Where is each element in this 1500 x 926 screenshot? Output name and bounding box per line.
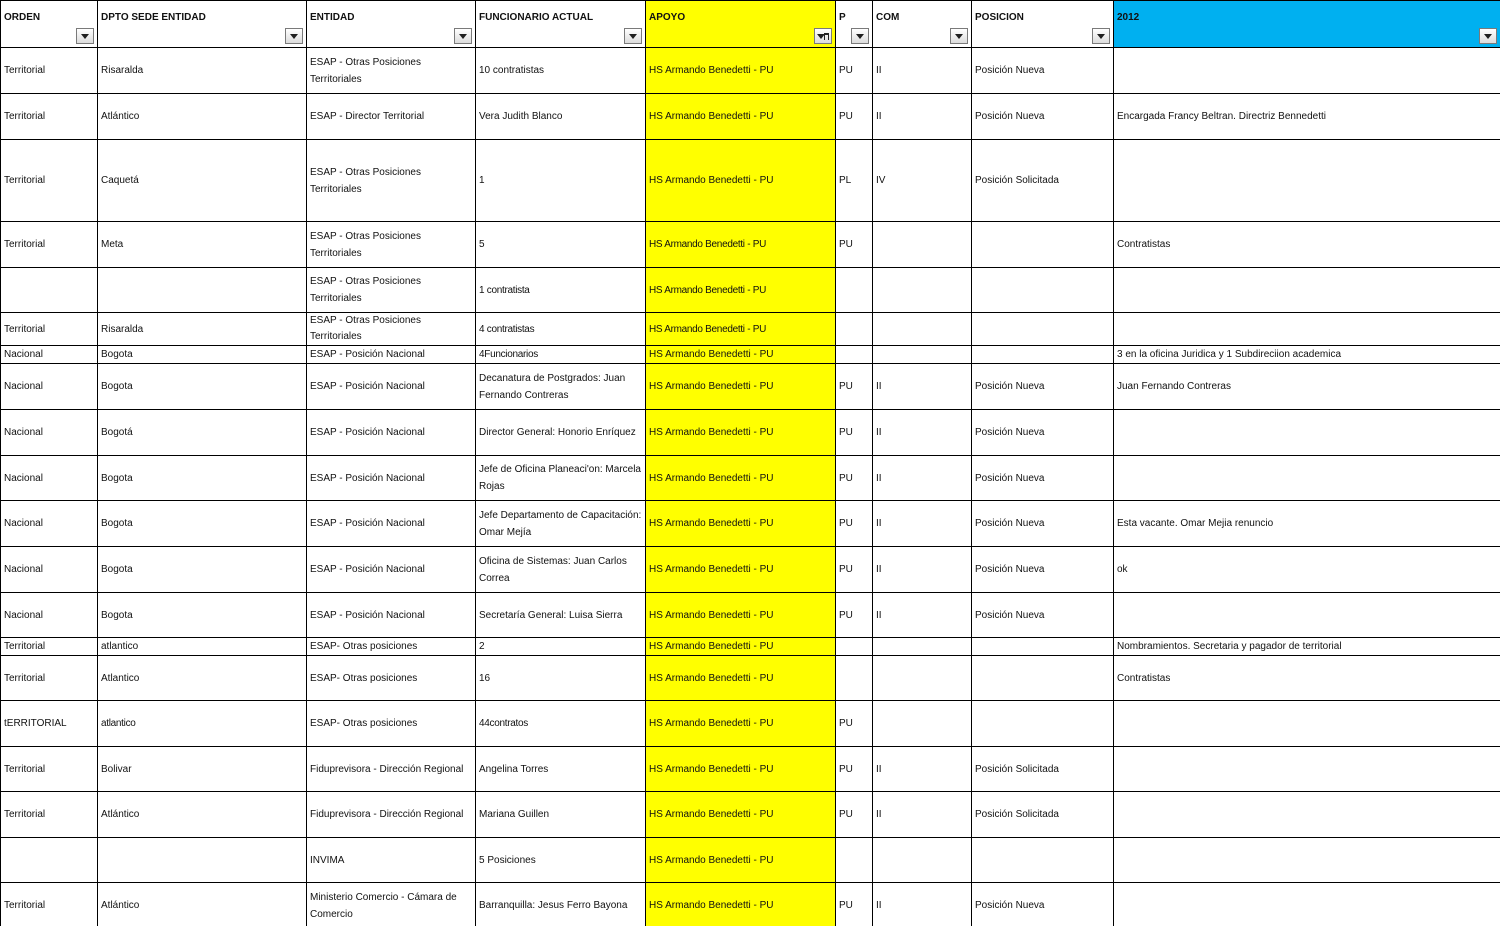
filter-dropdown-icon[interactable] bbox=[624, 28, 642, 44]
cell-com[interactable]: II bbox=[873, 501, 972, 547]
cell-orden[interactable]: Territorial bbox=[1, 313, 98, 346]
cell-posicion[interactable] bbox=[972, 701, 1114, 747]
cell-orden[interactable]: Territorial bbox=[1, 792, 98, 838]
cell-entidad[interactable]: ESAP - Otras Posiciones Territoriales bbox=[307, 48, 476, 94]
cell-orden[interactable]: Territorial bbox=[1, 883, 98, 926]
header-posicion bbox=[972, 1, 1114, 48]
cell-orden[interactable]: Nacional bbox=[1, 593, 98, 638]
header-label: FUNCIONARIO ACTUAL bbox=[479, 12, 594, 23]
header-com bbox=[873, 1, 972, 48]
cell-dpto[interactable]: Risaralda bbox=[98, 48, 307, 94]
cell-posicion[interactable]: Posición Nueva bbox=[972, 94, 1114, 140]
cell-entidad[interactable]: ESAP - Otras Posiciones Territoriales bbox=[307, 313, 476, 346]
cell-apoyo[interactable]: HS Armando Benedetti - PU bbox=[646, 48, 836, 94]
cell-com[interactable]: II bbox=[873, 48, 972, 94]
table-row bbox=[1, 656, 1500, 701]
cell-dpto[interactable]: Atlántico bbox=[98, 883, 307, 926]
cell-apoyo[interactable]: HS Armando Benedetti - PU bbox=[646, 838, 836, 883]
cell-p[interactable]: PU bbox=[836, 364, 873, 410]
cell-funcionario[interactable]: Barranquilla: Jesus Ferro Bayona bbox=[476, 883, 646, 926]
cell-com[interactable]: II bbox=[873, 883, 972, 926]
cell-dpto[interactable]: Bogota bbox=[98, 501, 307, 547]
cell-entidad[interactable]: Ministerio Comercio - Cámara de Comercio bbox=[307, 883, 476, 926]
cell-nota[interactable] bbox=[1114, 48, 1500, 94]
cell-apoyo[interactable]: HS Armando Benedetti - PU bbox=[646, 268, 836, 313]
cell-posicion[interactable]: Posición Nueva bbox=[972, 410, 1114, 456]
table-row bbox=[1, 593, 1500, 638]
cell-p[interactable]: PU bbox=[836, 222, 873, 268]
cell-posicion[interactable] bbox=[972, 838, 1114, 883]
cell-apoyo[interactable]: HS Armando Benedetti - PU bbox=[646, 547, 836, 593]
header-p bbox=[836, 1, 873, 48]
cell-posicion[interactable]: Posición Nueva bbox=[972, 501, 1114, 547]
header-entidad bbox=[307, 1, 476, 48]
cell-p[interactable]: PU bbox=[836, 501, 873, 547]
filter-dropdown-icon[interactable] bbox=[76, 28, 94, 44]
cell-p[interactable]: PU bbox=[836, 48, 873, 94]
cell-com[interactable] bbox=[873, 838, 972, 883]
cell-posicion[interactable] bbox=[972, 346, 1114, 364]
cell-entidad[interactable]: ESAP - Otras Posiciones Territoriales bbox=[307, 140, 476, 222]
cell-entidad[interactable]: ESAP - Posición Nacional bbox=[307, 410, 476, 456]
table-row bbox=[1, 48, 1500, 94]
cell-p[interactable]: PU bbox=[836, 593, 873, 638]
cell-nota[interactable] bbox=[1114, 701, 1500, 747]
filter-dropdown-icon[interactable] bbox=[454, 28, 472, 44]
cell-com[interactable] bbox=[873, 222, 972, 268]
cell-com[interactable] bbox=[873, 346, 972, 364]
cell-funcionario[interactable]: 10 contratistas bbox=[476, 48, 646, 94]
cell-nota[interactable]: Encargada Francy Beltran. Directriz Bennedetti bbox=[1114, 94, 1500, 140]
cell-com[interactable] bbox=[873, 268, 972, 313]
cell-orden[interactable]: Territorial bbox=[1, 222, 98, 268]
table-row bbox=[1, 701, 1500, 747]
cell-apoyo[interactable]: HS Armando Benedetti - PU bbox=[646, 140, 836, 222]
cell-p[interactable] bbox=[836, 638, 873, 656]
cell-funcionario[interactable]: Angelina Torres bbox=[476, 747, 646, 792]
cell-orden[interactable]: Territorial bbox=[1, 48, 98, 94]
cell-funcionario[interactable]: Director General: Honorio Enríquez bbox=[476, 410, 646, 456]
cell-entidad[interactable]: ESAP - Posición Nacional bbox=[307, 501, 476, 547]
cell-p[interactable]: PU bbox=[836, 883, 873, 926]
cell-orden[interactable]: Territorial bbox=[1, 94, 98, 140]
cell-dpto[interactable]: Risaralda bbox=[98, 313, 307, 346]
cell-orden[interactable]: Territorial bbox=[1, 638, 98, 656]
cell-apoyo[interactable]: HS Armando Benedetti - PU bbox=[646, 501, 836, 547]
table-row bbox=[1, 456, 1500, 501]
filter-dropdown-icon[interactable] bbox=[1479, 28, 1497, 44]
cell-dpto[interactable]: Bolivar bbox=[98, 747, 307, 792]
cell-nota[interactable] bbox=[1114, 593, 1500, 638]
cell-posicion[interactable] bbox=[972, 222, 1114, 268]
cell-dpto[interactable]: Bogota bbox=[98, 456, 307, 501]
header-label: ENTIDAD bbox=[310, 12, 355, 23]
cell-dpto[interactable]: atlantico bbox=[98, 638, 307, 656]
cell-dpto[interactable]: Meta bbox=[98, 222, 307, 268]
cell-com[interactable]: II bbox=[873, 94, 972, 140]
table-row bbox=[1, 792, 1500, 838]
table-row bbox=[1, 838, 1500, 883]
cell-dpto[interactable]: Bogota bbox=[98, 593, 307, 638]
cell-entidad[interactable]: ESAP - Posición Nacional bbox=[307, 547, 476, 593]
cell-apoyo[interactable]: HS Armando Benedetti - PU bbox=[646, 94, 836, 140]
cell-nota[interactable] bbox=[1114, 410, 1500, 456]
cell-com[interactable] bbox=[873, 656, 972, 701]
cell-entidad[interactable]: ESAP - Posición Nacional bbox=[307, 346, 476, 364]
header-label: ORDEN bbox=[4, 12, 41, 23]
cell-dpto[interactable]: Bogotá bbox=[98, 410, 307, 456]
header-label: POSICION bbox=[975, 12, 1024, 23]
cell-com[interactable]: II bbox=[873, 364, 972, 410]
cell-funcionario[interactable]: Secretaría General: Luisa Sierra bbox=[476, 593, 646, 638]
cell-apoyo[interactable]: HS Armando Benedetti - PU bbox=[646, 313, 836, 346]
cell-nota[interactable]: Esta vacante. Omar Mejia renuncio bbox=[1114, 501, 1500, 547]
cell-nota[interactable]: Contratistas bbox=[1114, 656, 1500, 701]
cell-com[interactable]: IV bbox=[873, 140, 972, 222]
cell-orden[interactable]: Nacional bbox=[1, 547, 98, 593]
cell-posicion[interactable] bbox=[972, 638, 1114, 656]
cell-orden[interactable]: Nacional bbox=[1, 364, 98, 410]
cell-nota[interactable] bbox=[1114, 268, 1500, 313]
cell-com[interactable]: II bbox=[873, 792, 972, 838]
cell-entidad[interactable]: ESAP - Posición Nacional bbox=[307, 456, 476, 501]
cell-p[interactable] bbox=[836, 838, 873, 883]
table-row bbox=[1, 140, 1500, 222]
cell-posicion[interactable]: Posición Nueva bbox=[972, 593, 1114, 638]
cell-entidad[interactable]: Fiduprevisora - Dirección Regional bbox=[307, 792, 476, 838]
table-row bbox=[1, 410, 1500, 456]
cell-p[interactable]: PU bbox=[836, 456, 873, 501]
cell-com[interactable]: II bbox=[873, 747, 972, 792]
cell-posicion[interactable] bbox=[972, 656, 1114, 701]
cell-orden[interactable]: Nacional bbox=[1, 456, 98, 501]
cell-funcionario[interactable]: 4 contratistas bbox=[476, 313, 646, 346]
table-row bbox=[1, 222, 1500, 268]
cell-posicion[interactable] bbox=[972, 313, 1114, 346]
header-funcionario bbox=[476, 1, 646, 48]
cell-nota[interactable]: Contratistas bbox=[1114, 222, 1500, 268]
cell-orden[interactable] bbox=[1, 838, 98, 883]
table-row bbox=[1, 346, 1500, 364]
cell-posicion[interactable]: Posición Nueva bbox=[972, 456, 1114, 501]
cell-nota[interactable]: ok bbox=[1114, 547, 1500, 593]
cell-posicion[interactable]: Posición Nueva bbox=[972, 364, 1114, 410]
table-row bbox=[1, 638, 1500, 656]
cell-entidad[interactable]: ESAP- Otras posiciones bbox=[307, 656, 476, 701]
cell-funcionario[interactable]: Jefe de Oficina Planeaci'on: Marcela Rojas bbox=[476, 456, 646, 501]
cell-orden[interactable] bbox=[1, 268, 98, 313]
header-year bbox=[1114, 1, 1500, 48]
cell-p[interactable] bbox=[836, 268, 873, 313]
cell-dpto[interactable]: Bogota bbox=[98, 346, 307, 364]
cell-dpto[interactable]: Atlántico bbox=[98, 792, 307, 838]
cell-funcionario[interactable]: 16 bbox=[476, 656, 646, 701]
cell-funcionario[interactable]: Vera Judith Blanco bbox=[476, 94, 646, 140]
cell-entidad[interactable]: ESAP - Posición Nacional bbox=[307, 364, 476, 410]
cell-p[interactable] bbox=[836, 313, 873, 346]
cell-apoyo[interactable]: HS Armando Benedetti - PU bbox=[646, 792, 836, 838]
cell-apoyo[interactable]: HS Armando Benedetti - PU bbox=[646, 747, 836, 792]
cell-apoyo[interactable]: HS Armando Benedetti - PU bbox=[646, 364, 836, 410]
table-row bbox=[1, 364, 1500, 410]
cell-dpto[interactable] bbox=[98, 838, 307, 883]
cell-funcionario[interactable]: Decanatura de Postgrados: Juan Fernando Contreras bbox=[476, 364, 646, 410]
header-dpto bbox=[98, 1, 307, 48]
cell-entidad[interactable]: ESAP - Otras Posiciones Territoriales bbox=[307, 268, 476, 313]
cell-apoyo[interactable]: HS Armando Benedetti - PU bbox=[646, 656, 836, 701]
cell-p[interactable] bbox=[836, 346, 873, 364]
cell-orden[interactable]: tERRITORIAL bbox=[1, 701, 98, 747]
cell-entidad[interactable]: ESAP - Director Territorial bbox=[307, 94, 476, 140]
cell-funcionario[interactable]: 5 bbox=[476, 222, 646, 268]
cell-orden[interactable]: Nacional bbox=[1, 501, 98, 547]
cell-apoyo[interactable]: HS Armando Benedetti - PU bbox=[646, 410, 836, 456]
cell-posicion[interactable]: Posición Solicitada bbox=[972, 140, 1114, 222]
table-row bbox=[1, 747, 1500, 792]
cell-com[interactable] bbox=[873, 638, 972, 656]
cell-funcionario[interactable]: Jefe Departamento de Capacitación: Omar Mejía bbox=[476, 501, 646, 547]
cell-apoyo[interactable]: HS Armando Benedetti - PU bbox=[646, 701, 836, 747]
cell-nota[interactable]: Juan Fernando Contreras bbox=[1114, 364, 1500, 410]
cell-entidad[interactable]: INVIMA bbox=[307, 838, 476, 883]
filter-dropdown-icon[interactable] bbox=[950, 28, 968, 44]
cell-dpto[interactable]: Atlantico bbox=[98, 656, 307, 701]
cell-orden[interactable]: Nacional bbox=[1, 346, 98, 364]
cell-nota[interactable] bbox=[1114, 747, 1500, 792]
cell-p[interactable]: PU bbox=[836, 410, 873, 456]
cell-nota[interactable]: Nombramientos. Secretaria y pagador de territorial bbox=[1114, 638, 1500, 656]
cell-dpto[interactable] bbox=[98, 268, 307, 313]
cell-nota[interactable] bbox=[1114, 792, 1500, 838]
cell-funcionario[interactable]: 5 Posiciones bbox=[476, 838, 646, 883]
cell-funcionario[interactable]: 44contratos bbox=[476, 701, 646, 747]
cell-nota[interactable] bbox=[1114, 313, 1500, 346]
header-label: COM bbox=[876, 12, 900, 23]
cell-p[interactable]: PU bbox=[836, 747, 873, 792]
cell-orden[interactable]: Nacional bbox=[1, 410, 98, 456]
filter-dropdown-icon[interactable] bbox=[1092, 28, 1110, 44]
cell-entidad[interactable]: ESAP- Otras posiciones bbox=[307, 701, 476, 747]
cell-nota[interactable] bbox=[1114, 838, 1500, 883]
cell-p[interactable]: PU bbox=[836, 94, 873, 140]
cell-entidad[interactable]: ESAP - Otras Posiciones Territoriales bbox=[307, 222, 476, 268]
cell-p[interactable] bbox=[836, 656, 873, 701]
cell-entidad[interactable]: ESAP - Posición Nacional bbox=[307, 593, 476, 638]
cell-apoyo[interactable]: HS Armando Benedetti - PU bbox=[646, 346, 836, 364]
table-row bbox=[1, 268, 1500, 313]
active-filter-icon[interactable] bbox=[814, 28, 832, 44]
table-row bbox=[1, 883, 1500, 926]
cell-dpto[interactable]: atlantico bbox=[98, 701, 307, 747]
cell-nota[interactable] bbox=[1114, 883, 1500, 926]
cell-funcionario[interactable]: Mariana Guillen bbox=[476, 792, 646, 838]
cell-entidad[interactable]: ESAP- Otras posiciones bbox=[307, 638, 476, 656]
cell-posicion[interactable]: Posición Solicitada bbox=[972, 747, 1114, 792]
cell-com[interactable] bbox=[873, 313, 972, 346]
cell-orden[interactable]: Territorial bbox=[1, 656, 98, 701]
table-row bbox=[1, 94, 1500, 140]
cell-p[interactable]: PU bbox=[836, 547, 873, 593]
filter-dropdown-icon[interactable] bbox=[851, 28, 869, 44]
header-label: DPTO SEDE ENTIDAD bbox=[101, 12, 206, 23]
cell-com[interactable]: II bbox=[873, 456, 972, 501]
cell-posicion[interactable]: Posición Nueva bbox=[972, 883, 1114, 926]
cell-apoyo[interactable]: HS Armando Benedetti - PU bbox=[646, 638, 836, 656]
table-row bbox=[1, 501, 1500, 547]
cell-orden[interactable]: Territorial bbox=[1, 140, 98, 222]
cell-funcionario[interactable]: 2 bbox=[476, 638, 646, 656]
cell-dpto[interactable]: Atlántico bbox=[98, 94, 307, 140]
cell-nota[interactable]: 3 en la oficina Juridica y 1 Subdireciion academica bbox=[1114, 346, 1500, 364]
cell-posicion[interactable]: Posición Nueva bbox=[972, 48, 1114, 94]
cell-nota[interactable] bbox=[1114, 140, 1500, 222]
table-row bbox=[1, 547, 1500, 593]
cell-dpto[interactable]: Bogota bbox=[98, 364, 307, 410]
cell-funcionario[interactable]: 1 bbox=[476, 140, 646, 222]
cell-apoyo[interactable]: HS Armando Benedetti - PU bbox=[646, 222, 836, 268]
cell-apoyo[interactable]: HS Armando Benedetti - PU bbox=[646, 456, 836, 501]
cell-posicion[interactable]: Posición Solicitada bbox=[972, 792, 1114, 838]
table-row bbox=[1, 313, 1500, 346]
header-label: 2012 bbox=[1117, 12, 1140, 23]
header-apoyo bbox=[646, 1, 836, 48]
cell-p[interactable]: PL bbox=[836, 140, 873, 222]
header-label: P bbox=[839, 12, 846, 23]
header-label: APOYO bbox=[649, 12, 686, 23]
cell-com[interactable]: II bbox=[873, 593, 972, 638]
cell-entidad[interactable]: Fiduprevisora - Dirección Regional bbox=[307, 747, 476, 792]
cell-nota[interactable] bbox=[1114, 456, 1500, 501]
cell-p[interactable]: PU bbox=[836, 792, 873, 838]
cell-dpto[interactable]: Bogota bbox=[98, 547, 307, 593]
cell-posicion[interactable] bbox=[972, 268, 1114, 313]
header-row bbox=[1, 1, 1500, 48]
cell-apoyo[interactable]: HS Armando Benedetti - PU bbox=[646, 883, 836, 926]
cell-com[interactable]: II bbox=[873, 410, 972, 456]
cell-orden[interactable]: Territorial bbox=[1, 747, 98, 792]
cell-dpto[interactable]: Caquetá bbox=[98, 140, 307, 222]
cell-funcionario[interactable]: 4Funcionarios bbox=[476, 346, 646, 364]
cell-funcionario[interactable]: Oficina de Sistemas: Juan Carlos Correa bbox=[476, 547, 646, 593]
cell-com[interactable] bbox=[873, 701, 972, 747]
filter-dropdown-icon[interactable] bbox=[285, 28, 303, 44]
cell-apoyo[interactable]: HS Armando Benedetti - PU bbox=[646, 593, 836, 638]
cell-posicion[interactable]: Posición Nueva bbox=[972, 547, 1114, 593]
cell-p[interactable]: PU bbox=[836, 701, 873, 747]
cell-funcionario[interactable]: 1 contratista bbox=[476, 268, 646, 313]
header-orden bbox=[1, 1, 98, 48]
cell-com[interactable]: II bbox=[873, 547, 972, 593]
